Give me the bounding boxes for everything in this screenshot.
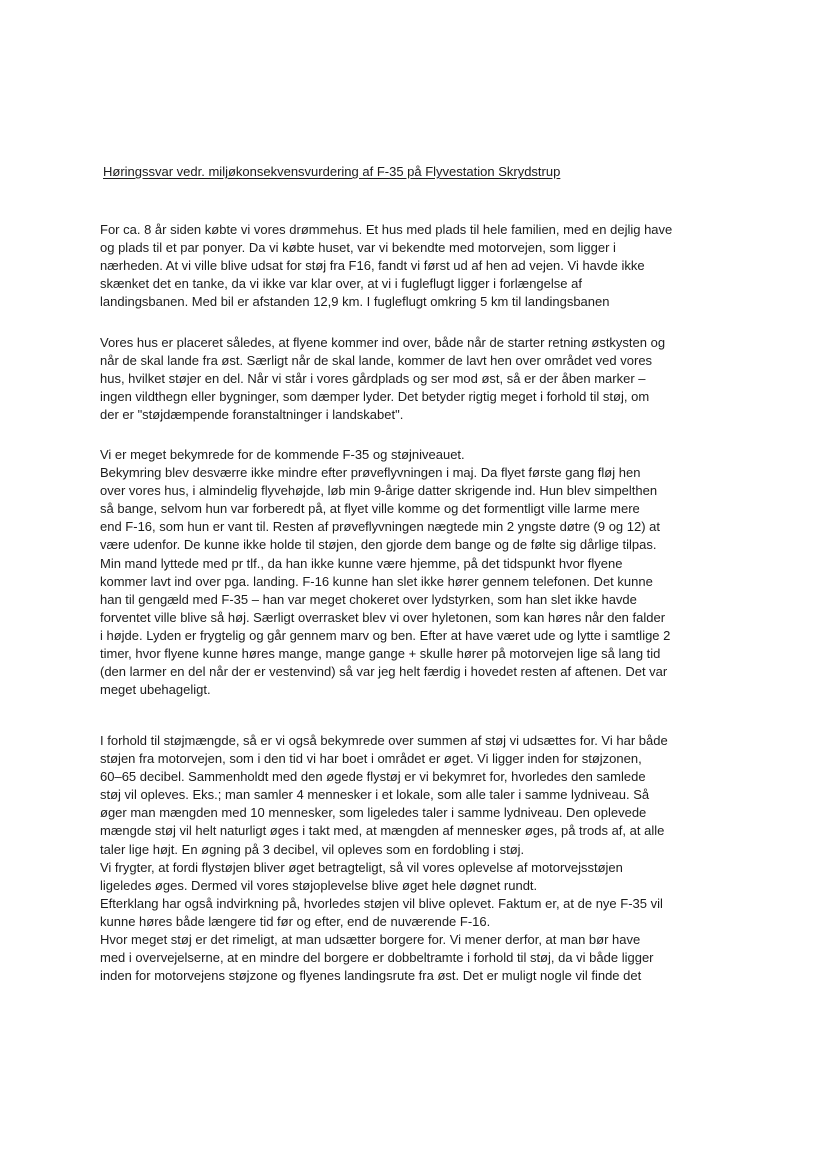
- text-line: (den larmer en del når der er vestenvind) så var jeg helt færdig i hovedet resten af aftenen. Det var: [100, 664, 668, 680]
- text-line: Bekymring blev desværre ikke mindre efter prøveflyvningen i maj. Da flyet første gang fløj hen: [100, 465, 641, 481]
- text-line: I forhold til støjmængde, så er vi også bekymrede over summen af støj vi udsættes for. Vi har både: [100, 733, 668, 748]
- paragraph-4: [100, 732, 730, 985]
- text-line: end F-16, som hun er vant til. Resten af prøveflyvningen nægtede min 2 yngste døtre (9 og 12) at: [100, 519, 661, 535]
- text-line: over vores hus, i almindelig flyvehøjde, løb min 9-årige datter skrigende ind. Hun blev simpelthen: [100, 483, 658, 499]
- document-title: Høringssvar vedr. miljøkonsekvensvurdering af F-35 på Flyvestation Skrydstrup: [103, 164, 561, 179]
- text-line: ligeledes øges. Dermed vil vores støjoplevelse blive øget hele døgnet rundt.: [100, 877, 538, 893]
- text-line: 60–65 decibel. Sammenholdt med den øgede flystøj er vi bekymret for, hvorledes den samlede: [100, 769, 646, 785]
- text-line: når de skal lande fra øst. Særligt når de skal lande, kommer de lavt hen over området ved vores: [100, 353, 653, 369]
- text-line: og plads til et par ponyer. Da vi købte huset, var vi bekendte med motorvejen, som ligger i: [100, 240, 616, 256]
- text-line: Vores hus er placeret således, at flyene kommer ind over, både når de starter retning østkysten og: [100, 335, 666, 350]
- text-line: med i overvejelserne, at en mindre del borgere er dobbeltramte i forhold til støj, da vi både ligger: [100, 950, 654, 966]
- text-line: i højde. Lyden er frygtelig og går gennem marv og ben. Efter at have været ude og lytte i samtlige 2: [100, 627, 671, 643]
- text-line: øger man mængden med 10 mennesker, som ligeledes taler i samme lydniveau. Den oplevede: [100, 805, 647, 821]
- text-line: så bange, selvom hun var forberedt på, at flyet ville komme og det formentligt ville larme mere: [100, 501, 640, 517]
- text-line: ingen vildthegn eller bygninger, som dæmper lyder. Det betyder rigtig meget i forhold til støj, om: [100, 389, 650, 405]
- text-line: kunne høres både længere tid før og efter, end de nuværende F-16.: [100, 913, 491, 929]
- paragraph-2: [100, 334, 730, 424]
- text-line: han til gengæld med F-35 – han var meget chokeret over lydstyrken, som han slet ikke havde: [100, 591, 637, 607]
- text-line: støj vil opleves. Eks.; man samler 4 mennesker i et lokale, som alle taler i samme lydniveau. Så: [100, 787, 650, 803]
- text-line: Min mand lyttede med pr tlf., da han ikke kunne være hjemme, på det tidspunkt hvor flyene: [100, 555, 623, 571]
- text-line: støjen fra motorvejen, som i den tid vi har boet i området er øget. Vi ligger inden for støjzonen,: [100, 751, 642, 767]
- text-line: forventet ville blive så høj. Særligt overrasket blev vi over hyletonen, som kan høres når den falder: [100, 609, 666, 625]
- paragraph-3: [100, 446, 730, 699]
- paragraph-1: [100, 221, 730, 311]
- text-line: landingsbanen. Med bil er afstanden 12,9 km. I fugleflugt omkring 5 km til landingsbanen: [100, 294, 610, 310]
- text-line: være udenfor. De kunne ikke holde til støjen, den gjorde dem bange og de følte sig dårlige tilpas.: [100, 537, 657, 553]
- text-line: meget ubehageligt.: [100, 682, 211, 698]
- text-line: Vi er meget bekymrede for de kommende F-35 og støjniveauet.: [100, 447, 465, 462]
- text-line: For ca. 8 år siden købte vi vores drømmehus. Et hus med plads til hele familien, med en dejlig have: [100, 222, 673, 237]
- text-line: kommer lavt ind over pga. landing. F-16 kunne han slet ikke hører gennem telefonen. Det kunne: [100, 573, 653, 589]
- text-line: Hvor meget støj er det rimeligt, at man udsætter borgere for. Vi mener derfor, at man bør have: [100, 932, 641, 948]
- text-line: skænket det en tanke, da vi ikke var klar over, at vi i fugleflugt ligger i forlængelse af: [100, 276, 582, 292]
- text-line: hus, hvilket støjer en del. Når vi står i vores gårdplads og ser mod øst, så er der åben marker –: [100, 371, 646, 387]
- text-line: Vi frygter, at fordi flystøjen bliver øget betragteligt, så vil vores oplevelse af motorvejsstøjen: [100, 859, 623, 875]
- text-line: Efterklang har også indvirkning på, hvorledes støjen vil blive oplevet. Faktum er, at de nye F-35 vil: [100, 895, 663, 911]
- text-line: mængde støj vil helt naturligt øges i takt med, at mængden af mennesker øges, på trods af, at alle: [100, 823, 665, 839]
- text-line: nærheden. At vi ville blive udsat for støj fra F16, fandt vi først ud af hen ad vejen. Vi havde ikke: [100, 258, 645, 274]
- text-line: taler lige højt. En øgning på 3 decibel, vil opleves som en fordobling i støj.: [100, 841, 525, 857]
- text-line: timer, hvor flyene kunne høres mange, mange gange + skulle hører på motorvejen lige så lang tid: [100, 646, 661, 662]
- text-line: der er "støjdæmpende foranstaltninger i landskabet".: [100, 407, 404, 423]
- text-line: inden for motorvejens støjzone og flyenes landingsrute fra øst. Det er muligt nogle vil finde det: [100, 968, 642, 984]
